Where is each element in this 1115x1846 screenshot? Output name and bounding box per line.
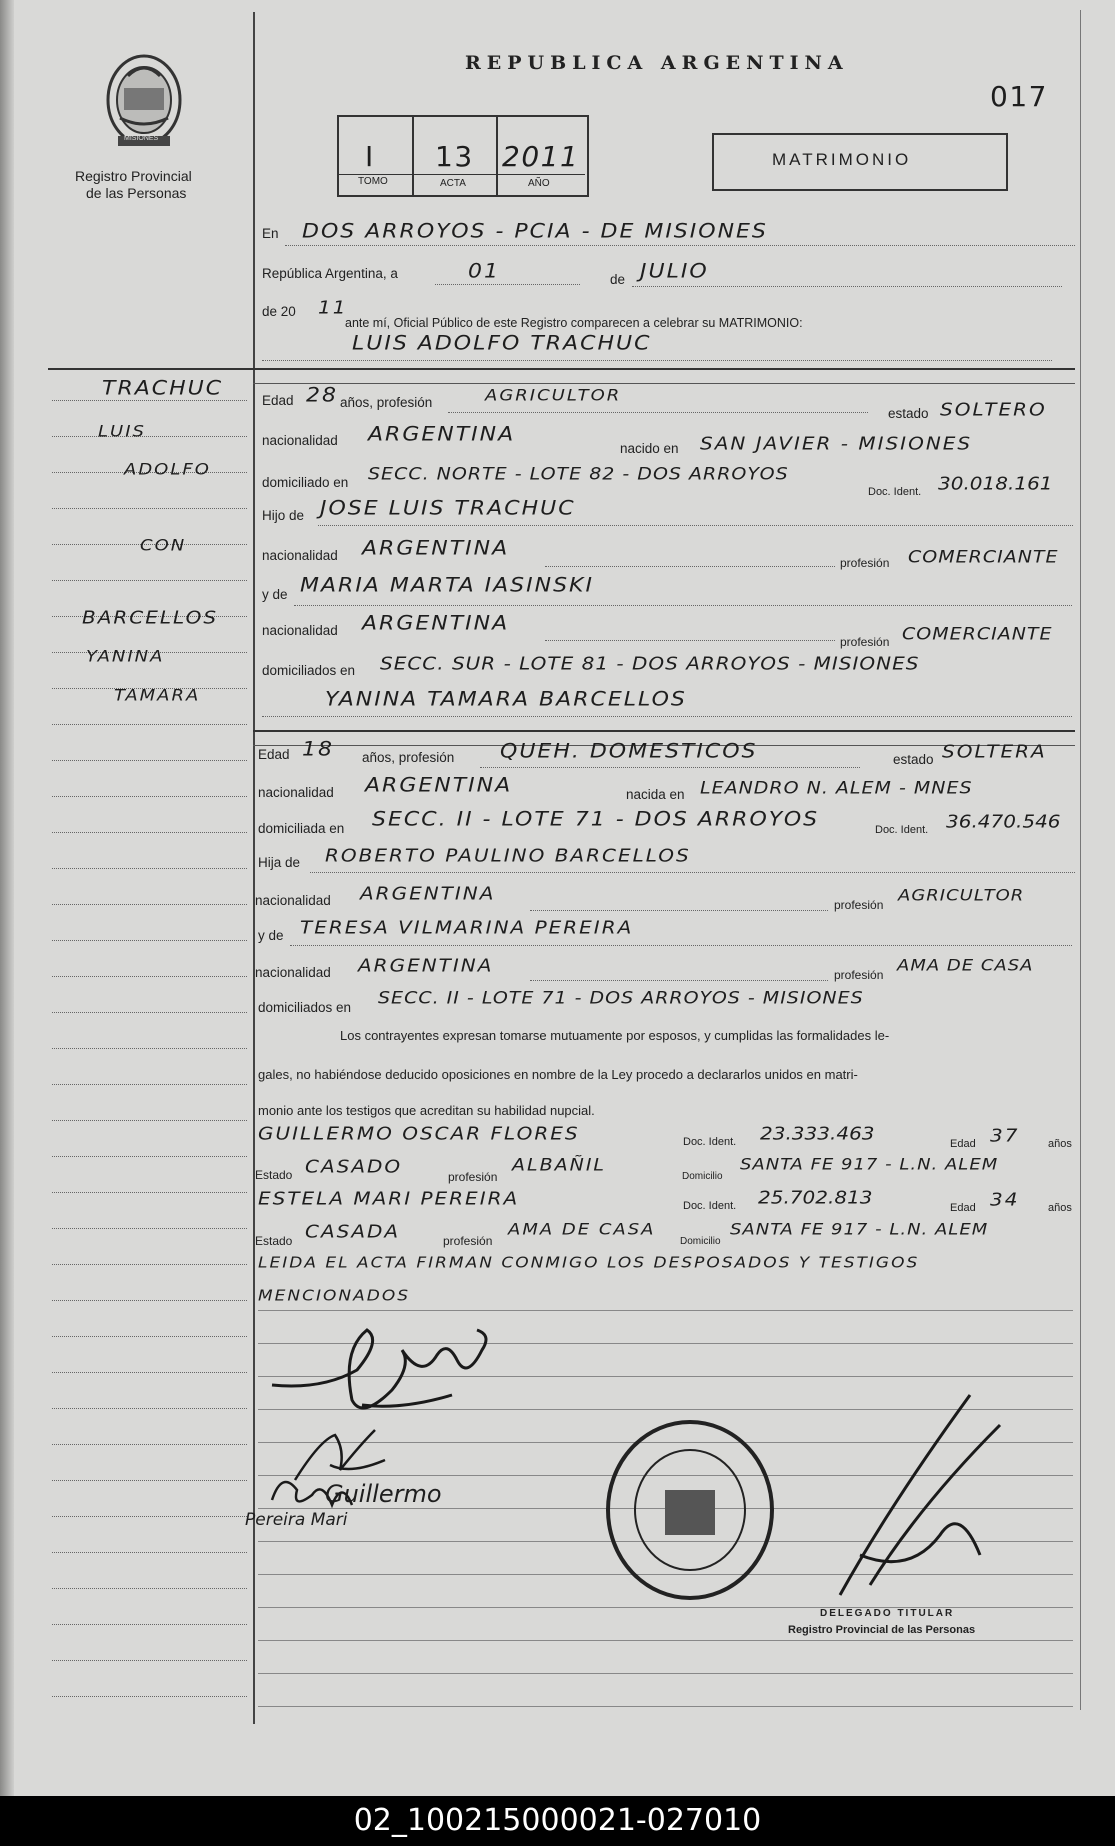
bride-madre-prof-label: profesión	[834, 968, 884, 982]
bride-madre-profesion: AMA DE CASA	[897, 956, 1034, 975]
official-title: DELEGADO TITULAR	[820, 1608, 955, 1619]
margin-rule	[52, 868, 247, 869]
witness1-anos-label: años	[1048, 1138, 1072, 1150]
margin-rule	[52, 796, 247, 797]
margin-rule	[52, 904, 247, 905]
witness2-domicilio: SANTA FE 917 - L.N. ALEM	[730, 1220, 989, 1239]
margin-rule	[52, 1300, 247, 1301]
ano-value: 2011	[502, 140, 580, 173]
margin-rule	[52, 1012, 247, 1013]
groom-full-name: LUIS ADOLFO TRACHUC	[352, 332, 652, 355]
tomo-value: I	[365, 140, 375, 173]
acta-label: ACTA	[440, 178, 466, 189]
margin-top-rule	[48, 368, 253, 370]
margin-rule	[52, 1408, 247, 1409]
acta-value: 13	[435, 140, 474, 173]
witness2-edad-label: Edad	[950, 1202, 976, 1214]
margin-rule	[52, 1156, 247, 1157]
margin-rule	[52, 1444, 247, 1445]
witness2-signature-script: Pereira Mari	[245, 1510, 348, 1530]
bride-madre: TERESA VILMARINA PEREIRA	[300, 916, 634, 938]
bride-doc-label: Doc. Ident.	[875, 824, 929, 836]
witness1-domicilio-label: Domicilio	[682, 1171, 723, 1182]
bride-section-rule	[253, 730, 1075, 732]
witness2-name: ESTELA MARI PEREIRA	[258, 1187, 520, 1209]
country-title: REPUBLICA ARGENTINA	[465, 52, 849, 74]
bride-nacionalidad-label: nacionalidad	[258, 785, 334, 800]
groom-madre-nac-label: nacionalidad	[262, 623, 338, 638]
margin-rule	[52, 1660, 247, 1661]
witness1-edad-label: Edad	[950, 1138, 976, 1150]
margin-rule	[52, 580, 247, 581]
groom-padres-domicilio: SECC. SUR - LOTE 81 - DOS ARROYOS - MISIONES	[380, 652, 920, 674]
year-prefix: de 20	[262, 304, 296, 319]
margin-note-line-2: LUIS	[98, 422, 146, 441]
closing-line-2: MENCIONADOS	[258, 1287, 410, 1305]
groom-domicilio-label: domiciliado en	[262, 475, 349, 490]
groom-padre-profesion: COMERCIANTE	[908, 547, 1059, 567]
groom-doc: 30.018.161	[938, 472, 1053, 494]
witness2-domicilio-label: Domicilio	[680, 1236, 721, 1247]
margin-rule	[52, 1228, 247, 1229]
margin-rule	[52, 1552, 247, 1553]
body-rule	[258, 1673, 1073, 1674]
margin-rule	[52, 1048, 247, 1049]
witness1-signature-script: Guillermo	[325, 1480, 442, 1508]
witness1-estado-label: Estado	[255, 1168, 293, 1182]
witness1-doc-label: Doc. Ident.	[683, 1136, 737, 1148]
witness1-name: GUILLERMO OSCAR FLORES	[258, 1122, 580, 1144]
bride-domicilio: SECC. II - LOTE 71 - DOS ARROYOS	[372, 808, 820, 831]
closing-line-1: LEIDA EL ACTA FIRMAN CONMIGO LOS DESPOSADOS Y TESTIGOS	[258, 1254, 920, 1272]
groom-signature	[262, 1310, 502, 1430]
groom-estado: SOLTERO	[940, 398, 1047, 420]
groom-nacido-en: SAN JAVIER - MISIONES	[700, 432, 973, 454]
margin-rule	[52, 760, 247, 761]
witness1-domicilio: SANTA FE 917 - L.N. ALEM	[740, 1155, 999, 1174]
margin-rule	[52, 1192, 247, 1193]
margin-rule	[52, 1696, 247, 1697]
bride-padres-dom-label: domiciliados en	[258, 1000, 352, 1015]
registry-name-line1: Registro Provincial	[75, 168, 192, 184]
margin-rule	[52, 1480, 247, 1481]
groom-edad-label: Edad	[262, 393, 294, 408]
body-rule	[258, 1640, 1073, 1641]
groom-padre-nacionalidad: ARGENTINA	[362, 537, 510, 560]
year-suffix: 11	[318, 296, 348, 318]
bride-domicilio-label: domiciliada en	[258, 821, 345, 836]
groom-padre-prof-label: profesión	[840, 556, 890, 570]
margin-rule	[52, 940, 247, 941]
groom-padre: JOSE LUIS TRACHUC	[320, 497, 576, 520]
bride-estado: SOLTERA	[942, 740, 1047, 762]
groom-hijo-label: Hijo de	[262, 508, 305, 523]
groom-profesion: AGRICULTOR	[485, 386, 622, 405]
margin-rule	[52, 1624, 247, 1625]
margin-rule	[52, 1264, 247, 1265]
margin-rule	[52, 1120, 247, 1121]
bride-padre: ROBERTO PAULINO BARCELLOS	[325, 844, 691, 866]
groom-madre: MARIA MARTA IASINSKI	[300, 574, 594, 597]
groom-profesion-label: años, profesión	[340, 395, 433, 410]
ano-label: AÑO	[528, 178, 550, 189]
margin-rule	[52, 1588, 247, 1589]
bride-estado-label: estado	[893, 752, 934, 767]
republica-label: República Argentina, a	[262, 266, 398, 281]
bride-madre-label: y de	[258, 928, 284, 943]
bride-hija-label: Hija de	[258, 855, 301, 870]
margin-rule	[52, 832, 247, 833]
bride-padre-profesion: AGRICULTOR	[898, 886, 1025, 905]
de-label: de	[610, 272, 626, 287]
witness2-anos-label: años	[1048, 1202, 1072, 1214]
bride-nacionalidad: ARGENTINA	[365, 774, 513, 797]
witness1-edad: 37	[990, 1124, 1020, 1146]
image-code-footer: 02_100215000021-027010	[0, 1796, 1115, 1846]
groom-estado-label: estado	[888, 406, 929, 421]
official-registry: Registro Provincial de las Personas	[788, 1624, 976, 1636]
declaration-line-2: gales, no habiéndose deducido oposiciones en nombre de la Ley procedo a declararlos unidos en matri-	[258, 1067, 858, 1082]
bride-profesion: QUEH. DOMESTICOS	[500, 740, 758, 763]
margin-note-line-4: CON	[140, 536, 187, 555]
margin-rule	[52, 1336, 247, 1337]
day: 01	[468, 260, 500, 283]
witness1-doc: 23.333.463	[760, 1122, 875, 1144]
margin-note-line-5: BARCELLOS	[82, 606, 219, 628]
folio-number: 017	[990, 80, 1048, 113]
page-right-edge	[1080, 10, 1081, 1710]
bride-full-name: YANINA TAMARA BARCELLOS	[325, 688, 687, 711]
groom-nacionalidad: ARGENTINA	[368, 423, 516, 446]
margin-rule	[52, 724, 247, 725]
groom-section-rule	[253, 368, 1075, 370]
bride-nacida-label: nacida en	[626, 787, 685, 802]
groom-madre-label: y de	[262, 587, 288, 602]
witness2-profesion-label: profesión	[443, 1234, 493, 1248]
tomo-label: TOMO	[358, 176, 388, 187]
body-rule	[258, 1706, 1073, 1707]
bride-profesion-label: años, profesión	[362, 750, 455, 765]
groom-madre-nacionalidad: ARGENTINA	[362, 612, 510, 635]
margin-note-line-3: ADOLFO	[124, 460, 211, 479]
margin-note-line-7: TAMARA	[114, 686, 201, 705]
registry-name-line2: de las Personas	[86, 185, 187, 201]
margin-rule	[52, 1516, 247, 1517]
witness1-profesion: ALBAÑIL	[512, 1155, 607, 1175]
bride-madre-nac-label: nacionalidad	[255, 965, 331, 980]
record-type: MATRIMONIO	[772, 150, 912, 169]
witness2-edad: 34	[990, 1188, 1020, 1210]
margin-rule	[52, 436, 247, 437]
seal-text: MISIONES	[124, 135, 159, 142]
declaration-line-1: Los contrayentes expresan tomarse mutuamente por esposos, y cumplidas las formalidades le-	[340, 1028, 890, 1043]
margin-rule	[52, 508, 247, 509]
bride-nacida-en: LEANDRO N. ALEM - MNES	[700, 778, 973, 798]
bride-padres-domicilio: SECC. II - LOTE 71 - DOS ARROYOS - MISIONES	[378, 988, 864, 1008]
en-label: En	[262, 226, 279, 241]
witness1-profesion-label: profesión	[448, 1170, 498, 1184]
bride-madre-nacionalidad: ARGENTINA	[358, 954, 494, 976]
groom-madre-profesion: COMERCIANTE	[902, 624, 1053, 644]
margin-divider	[253, 12, 255, 1724]
bride-padre-prof-label: profesión	[834, 898, 884, 912]
bride-doc: 36.470.546	[946, 810, 1061, 832]
month: JULIO	[640, 260, 709, 283]
groom-padre-nac-label: nacionalidad	[262, 548, 338, 563]
groom-edad: 28	[306, 384, 338, 407]
bride-edad: 18	[302, 738, 334, 761]
groom-nacionalidad-label: nacionalidad	[262, 433, 338, 448]
witness2-estado: CASADA	[305, 1220, 401, 1242]
margin-rule	[52, 1372, 247, 1373]
ante-text: ante mí, Oficial Público de este Registro comparecen a celebrar su MATRIMONIO:	[345, 316, 803, 330]
bride-padre-nacionalidad: ARGENTINA	[360, 882, 496, 904]
witness2-estado-label: Estado	[255, 1234, 293, 1248]
bride-padre-nac-label: nacionalidad	[255, 893, 331, 908]
bride-edad-label: Edad	[258, 747, 290, 762]
margin-rule	[52, 1084, 247, 1085]
witness2-doc-label: Doc. Ident.	[683, 1200, 737, 1212]
official-signature	[830, 1385, 1010, 1615]
margin-note-line-6: YANINA	[86, 647, 165, 666]
declaration-line-3: monio ante los testigos que acreditan su habilidad nupcial.	[258, 1103, 595, 1118]
groom-madre-prof-label: profesión	[840, 635, 890, 649]
place: DOS ARROYOS - PCIA - DE MISIONES	[302, 220, 768, 243]
witness2-doc: 25.702.813	[758, 1186, 873, 1208]
groom-domicilio: SECC. NORTE - LOTE 82 - DOS ARROYOS	[368, 464, 789, 484]
margin-rule	[52, 400, 247, 401]
groom-nacido-label: nacido en	[620, 441, 679, 456]
groom-padres-dom-label: domiciliados en	[262, 663, 356, 678]
witness1-estado: CASADO	[305, 1155, 403, 1177]
official-stamp	[600, 1415, 780, 1605]
witness2-profesion: AMA DE CASA	[508, 1220, 656, 1239]
groom-doc-label: Doc. Ident.	[868, 486, 922, 498]
margin-note-line-1: TRACHUC	[102, 377, 224, 400]
margin-rule	[52, 976, 247, 977]
